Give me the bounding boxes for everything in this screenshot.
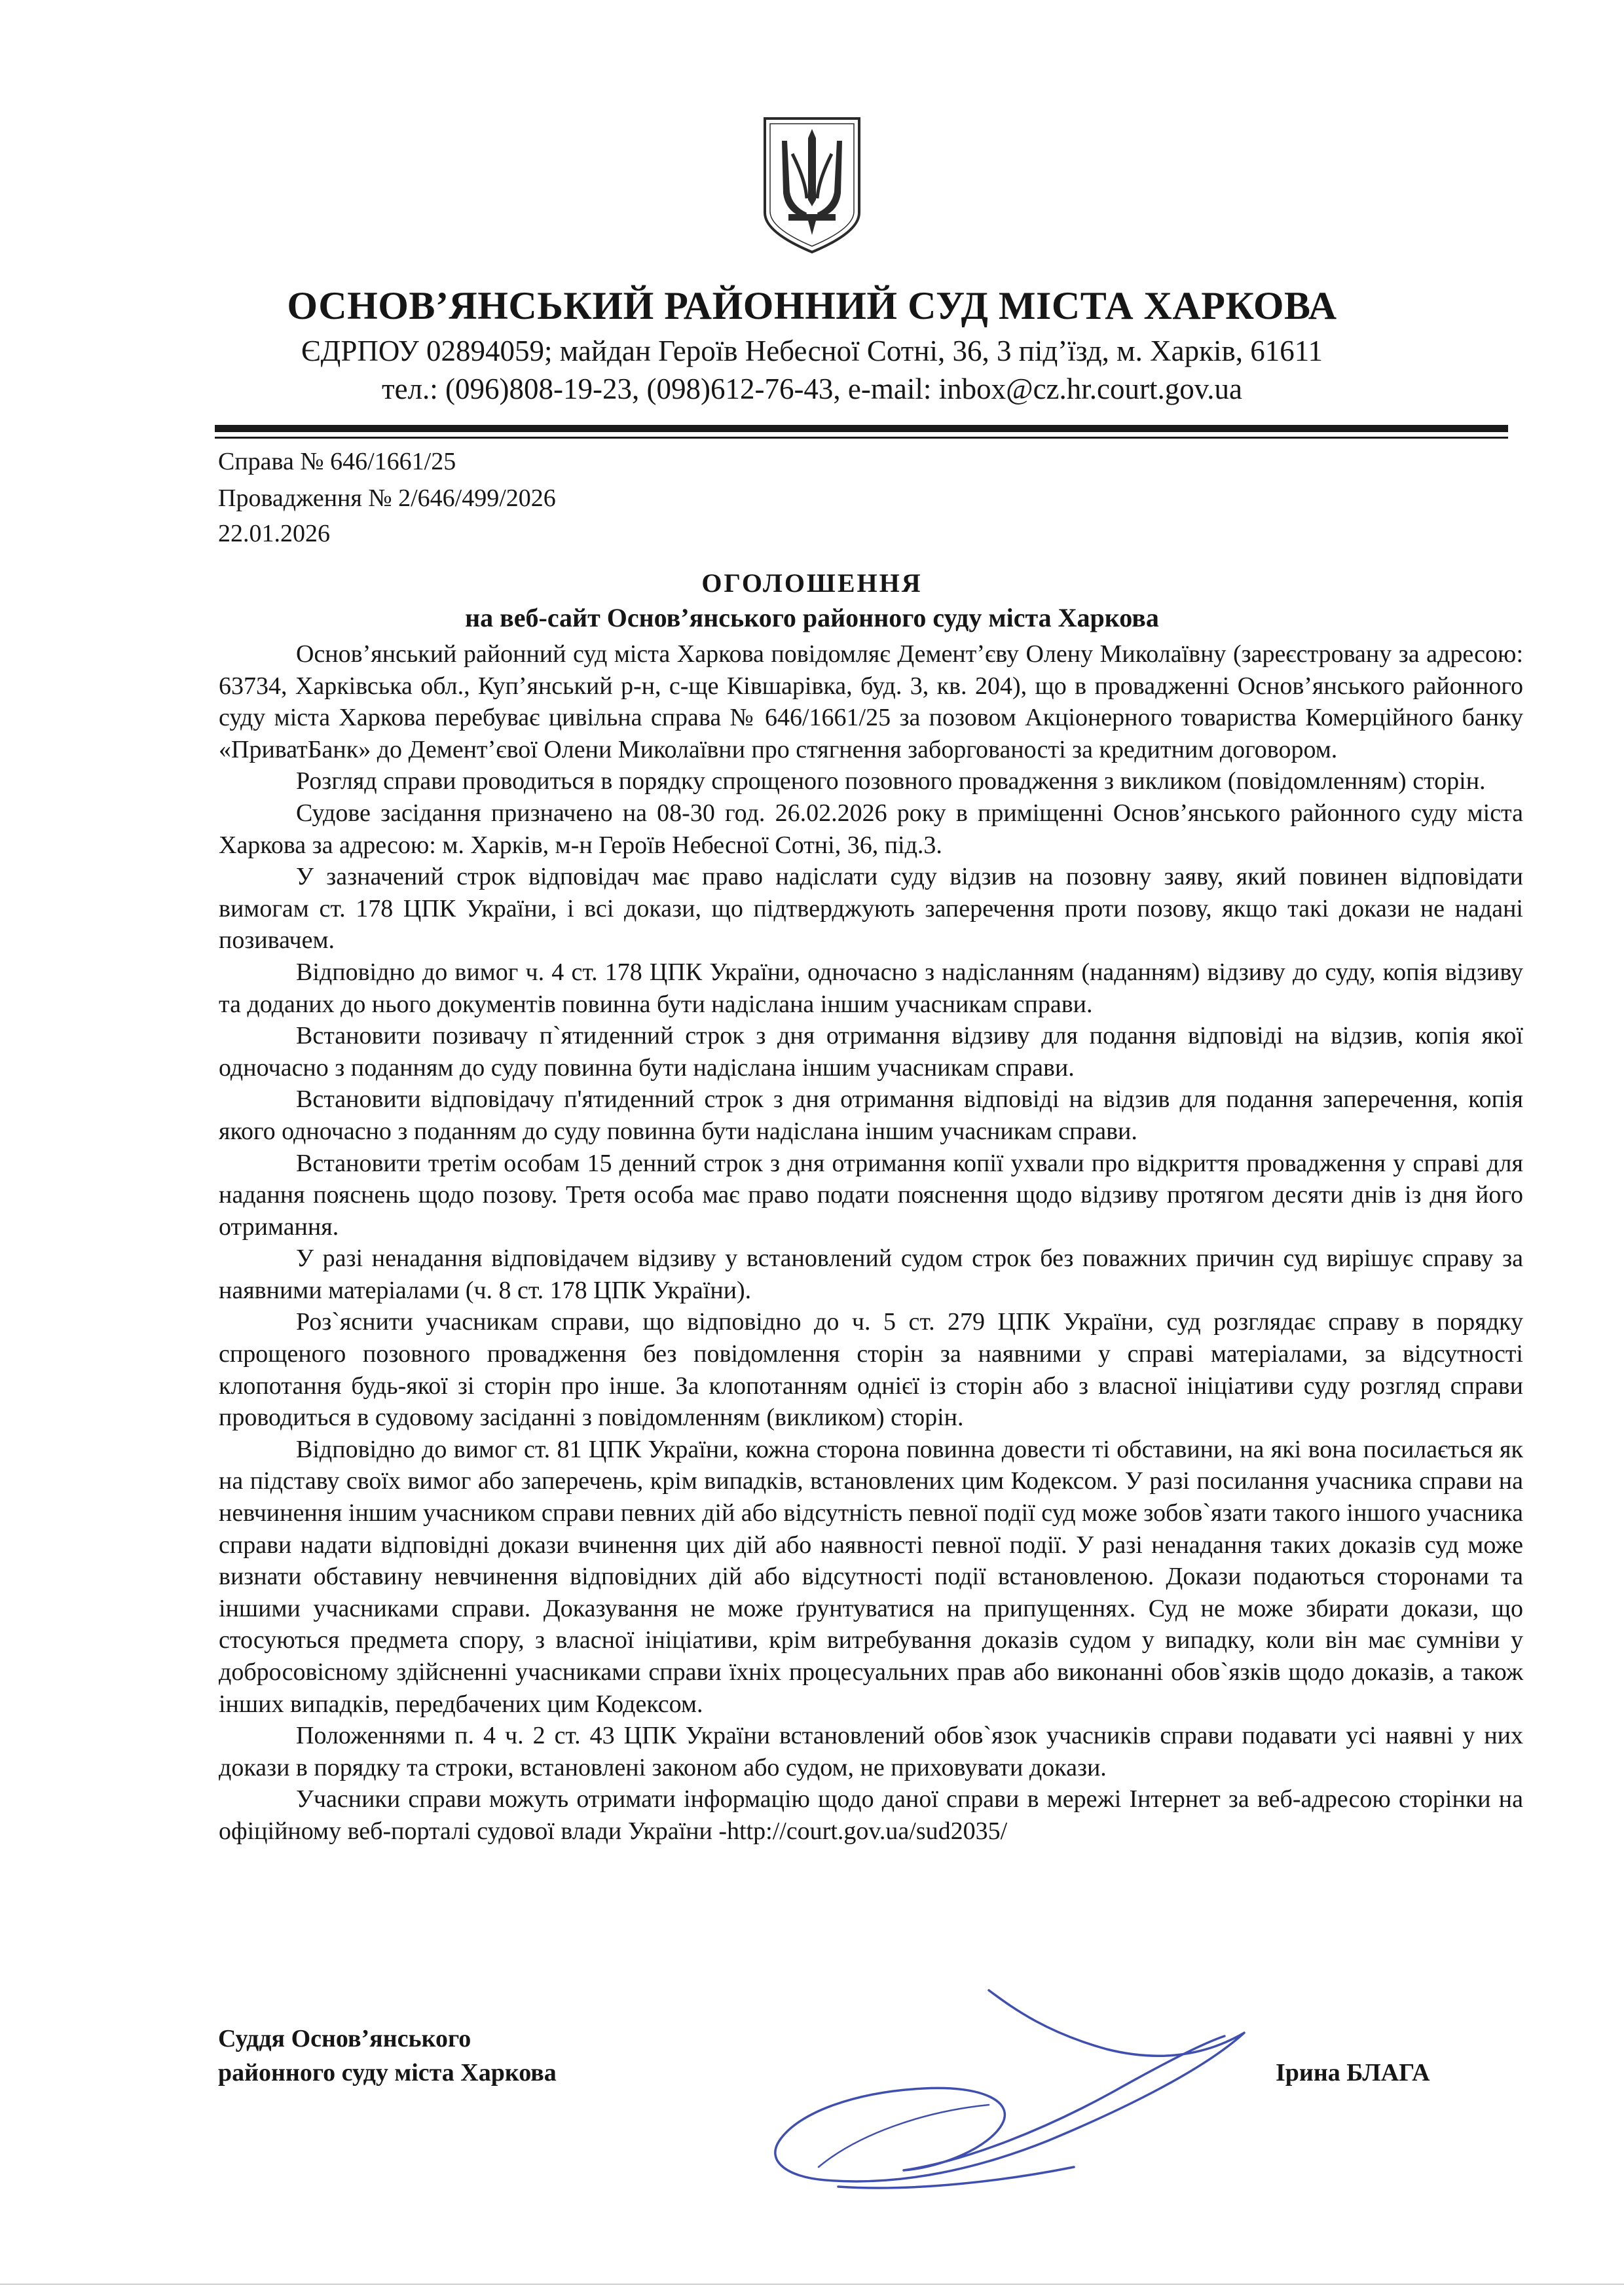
paragraph: У зазначений строк відповідач має право надіслати суду відзив на позовну заяву, який повинен відповідати вимогам ст. 178 ЦПК України, і всі докази, що підтверджують заперечення проти позову, якщо такі докази не надані позивачем. (219, 863, 1523, 955)
paragraph: Розгляд справи проводиться в порядку спрощеного позовного провадження з викликом (повідомленням) сторін. (296, 767, 1486, 795)
trident-icon (760, 115, 864, 255)
paragraph: Положеннями п. 4 ч. 2 ст. 43 ЦПК України встановлений обов`язок учасників справи подавати усі наявні у них докази в порядку та строки, встановлені законом або судом, не приховувати докази. (219, 1722, 1523, 1781)
paragraph: Встановити позивачу п`ятиденний строк з дня отримання відзиву для подання відповіді на відзив, копія якої одночасно з поданням до суду повинна бути надіслана іншим учасникам справи. (219, 1022, 1523, 1082)
paragraph: Роз`яснити учасникам справи, що відповідно до ч. 5 ст. 279 ЦПК України, суд розглядає справу в порядку спрощеного позовного провадження без повідомлення сторін за наявними у справі матеріалами, за відсутності клопотання будь-якої зі сторін про інше. За клопотанням однієї із сторін або з власної ініціативи суду розгляд справи проводиться в судовому засіданні з повідомленням (викликом) сторін. (219, 1308, 1523, 1432)
case-number: Справа № 646/1661/25 (218, 448, 456, 475)
header-divider-thin (215, 437, 1508, 439)
judge-name: Ірина БЛАГА (1276, 2059, 1430, 2086)
scan-edge-line (0, 2284, 1624, 2285)
proceeding-number: Провадження № 2/646/499/2026 (218, 484, 556, 512)
announcement-body (219, 638, 1523, 1848)
court-contacts: тел.: (096)808-19-23, (098)612-76-43, e-mail: inbox@cz.hr.court.gov.ua (381, 373, 1243, 405)
announcement-subtitle: на веб-сайт Основ’янського районного суду міста Харкова (465, 603, 1159, 632)
paragraph: Встановити третім особам 15 денний строк з дня отримання копії ухвали про відкриття провадження у справі для надання пояснень щодо позову. Третя особа має право подати пояснення щодо відзиву протягом десяти днів із дня його отримання. (219, 1149, 1523, 1241)
paragraph: Учасники справи можуть отримати інформацію щодо даної справи в мережі Інтернет за веб-адресою сторінки на офіційному веб-порталі судової влади України -http://court.gov.ua/sud2035/ (219, 1785, 1523, 1845)
handwritten-signature (707, 1971, 1283, 2206)
document-date: 22.01.2026 (218, 520, 330, 547)
announcement-title: ОГОЛОШЕННЯ (701, 568, 923, 598)
paragraph: Відповідно до вимог ст. 81 ЦПК України, кожна сторона повинна довести ті обставини, на які вона посилається як на підставу своїх вимог або заперечень, крім випадків, встановлених цим Кодексом. У разі посилання учасника справи на невчинення іншим учасником справи певних дій або відсутність певної події суд може зобов`язати такого іншого учасника справи надати відповідні докази вчинення цих дій або наявності певної події. У разі ненадання таких доказів суд може визнати обставину невчинення відповідних дій або відсутності події встановленою. Докази подаються сторонами та іншими учасниками справи. Доказування не може ґрунтуватися на припущеннях. Суд не може збирати докази, що стосуються предмета спору, з власної ініціативи, крім витребування доказів судом у випадку, коли він має сумніви у добросовісному здійсненні учасниками справи їхніх процесуальних прав або виконанні обов`язків щодо доказів, а також інших випадків, передбачених цим Кодексом. (219, 1435, 1523, 1718)
header-divider-thick (215, 425, 1508, 432)
paragraph: Встановити відповідачу п'ятиденний строк з дня отримання відповіді на відзив для подання заперечення, копія якого одночасно з поданням до суду повинна бути надіслана іншим учасникам справи. (219, 1085, 1523, 1145)
paragraph: Відповідно до вимог ч. 4 ст. 178 ЦПК України, одночасно з надісланням (наданням) відзиву до суду, копія відзиву та доданих до нього документів повинна бути надіслана іншим учасникам справи. (219, 958, 1523, 1018)
paragraph: У разі ненадання відповідачем відзиву у встановлений судом строк без поважних причин суд вирішує справу за наявними матеріалами (ч. 8 ст. 178 ЦПК України). (219, 1245, 1523, 1304)
court-name: ОСНОВ’ЯНСЬКИЙ РАЙОННИЙ СУД МІСТА ХАРКОВА (287, 284, 1337, 327)
judge-position (218, 2022, 557, 2090)
judge-position-line: Суддя Основ’янського (218, 2025, 471, 2052)
court-address: ЄДРПОУ 02894059; майдан Героїв Небесної Сотні, 36, 3 під’їзд, м. Харків, 61611 (301, 335, 1323, 367)
paragraph: Основ’янський районний суд міста Харкова повідомляє Дементʼєву Олену Миколаївну (зареєстровану за адресою: 63734, Харківська обл., Куп’янський р-н, с-ще Ківшарівка, буд. 3, кв. 204), що в провадженні Основ’янського районного суду міста Харкова перебуває цивільна справа № 646/1661/25 за позовом Акціонерного товариства Комерційного банку «ПриватБанк» до Дементʼєвої Олени Миколаївни про стягнення заборгованості за кредитним договором. (219, 640, 1523, 763)
paragraph: Судове засідання призначено на 08-30 год. 26.02.2026 року в приміщенні Основ’янського районного суду міста Харкова за адресою: м. Харків, м-н Героїв Небесної Сотні, 36, під.3. (219, 799, 1523, 859)
judge-position-line: районного суду міста Харкова (218, 2059, 557, 2086)
